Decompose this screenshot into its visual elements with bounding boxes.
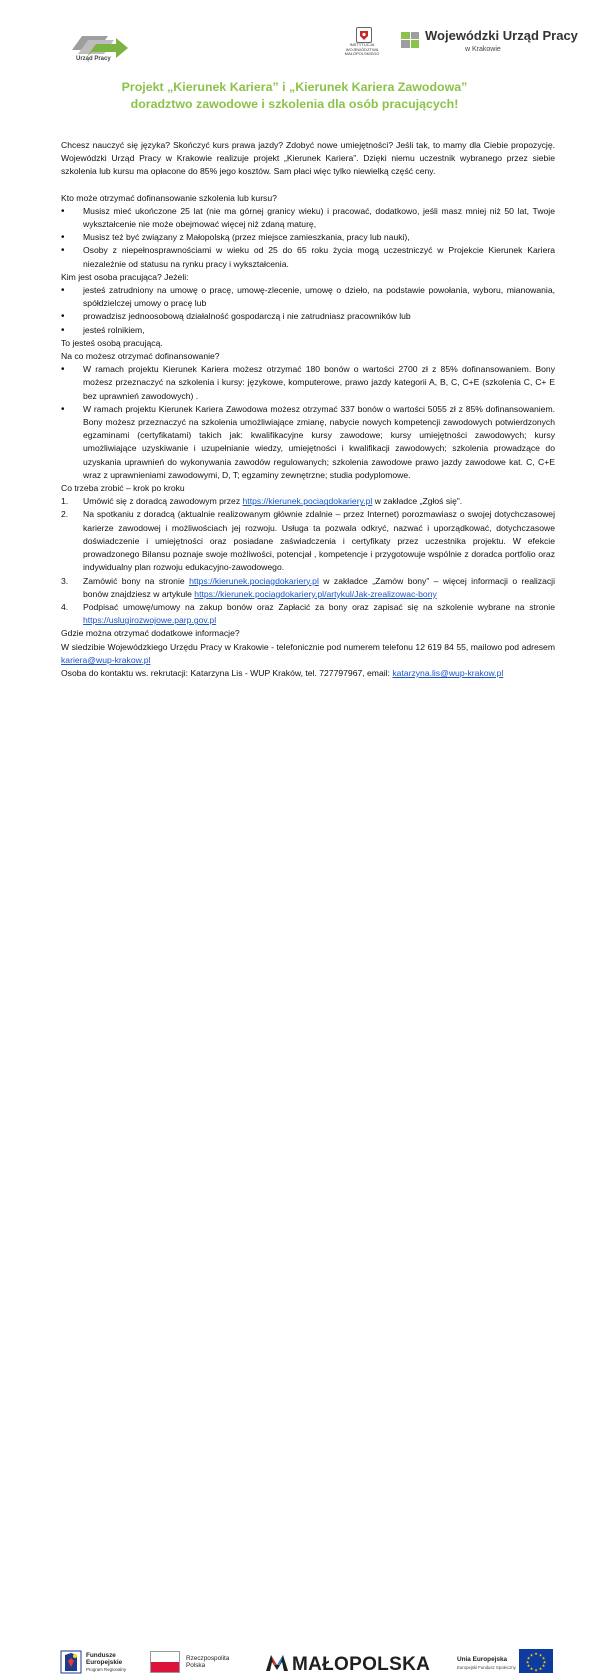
bullet-icon: • (61, 324, 65, 336)
step-number: 4. (61, 601, 69, 612)
svg-text:★: ★ (541, 1663, 546, 1668)
list-item: • W ramach projektu Kierunek Kariera Zawodowa możesz otrzymać 337 bonów o wartości 5055 zł z 85% dofinansowaniem. Bony możesz przeznaczyć na szkolenia umożliwiające zmianę, nabycie nowych kompetencji zawodowych potwierdzonych egzaminami (certyfikatami) takich jak: kwalifikacyjne kursy zawodowe; kursy umiejętności zawodowych; kursy umożliwiające uzyskiwanie i uzupełnianie wiedzy, umiejętności i kwalifikacji zawodowych; szkolenia prowadzące do uzyskania uprawnień do wykonywania zawodów regulowanych; szkolenia zawodowe prawo jazdy zawodowe kat. C, C+E wraz z uprawnieniami zawodowymi, D, T; egzaminy zewnętrzne; studia podyplomowe. (61, 403, 555, 480)
bullet-icon: • (61, 403, 65, 415)
svg-text:★: ★ (541, 1655, 546, 1661)
bullet-icon: • (61, 311, 65, 323)
article-link[interactable]: https://kierunek.pociagdokariery.pl/artykul/Jak-zrealizowac-bony (194, 588, 437, 599)
svg-text:★: ★ (538, 1666, 543, 1671)
list-item: • jesteś zatrudniony na umowę o pracę, umowę-zlecenie, umowę o dzieło, na podstawie powołania, wyboru, mianowania, spółdzielczej umowy o pracę lub (61, 285, 555, 309)
bullet-icon: • (61, 285, 65, 297)
who-heading: Kto może otrzymać dofinansowanie szkolenia lub kursu? (61, 192, 277, 203)
step-number: 1. (61, 496, 69, 507)
wup-name: Wojewódzki Urząd Pracy (425, 28, 578, 43)
worker-closing: To jesteś osobą pracującą. (61, 337, 163, 348)
title-line-1: Projekt „Kierunek Kariera” i „Kierunek Kariera Zawodowa” (121, 80, 468, 94)
worker-heading: Kim jest osoba pracująca? Jeżeli: (61, 271, 189, 282)
funding-heading: Na co możesz otrzymać dofinansowanie? (61, 351, 220, 362)
svg-text:★: ★ (538, 1652, 543, 1658)
svg-text:★: ★ (529, 1652, 534, 1658)
who-list (61, 205, 555, 271)
svg-text:★: ★ (526, 1663, 531, 1668)
page-title (40, 79, 549, 113)
main-content (61, 139, 555, 680)
svg-text:★: ★ (529, 1666, 534, 1671)
bullet-icon: • (61, 245, 65, 257)
step-item: 1. Umówić się z doradcą zawodowym przez https://kierunek.pociagdokariery.pl w zakładce „Zgłoś się”. (61, 495, 555, 508)
urzad-pracy-caption: Urząd Pracy (76, 56, 111, 62)
contact-paragraph: Osoba do kontaktu ws. rekrutacji: Katarzyna Lis - WUP Kraków, tel. 727797967, email: katarzyna.lis@wup-krakow.pl (61, 667, 504, 678)
svg-text:★: ★ (526, 1655, 531, 1661)
malopolska-logo-icon (265, 1652, 289, 1672)
eu-flag-icon (519, 1649, 553, 1673)
footer (0, 820, 589, 1675)
list-item: • prowadzisz jednoosobową działalność gospodarczą i nie zatrudniasz pracowników lub (61, 311, 411, 323)
info-heading: Gdzie można otrzymać dodatkowe informacje? (61, 628, 240, 639)
funding-list (61, 363, 555, 482)
poland-flag-icon (150, 1651, 180, 1673)
header (0, 0, 589, 70)
eu-sub: Europejski Fundusz Społeczny (457, 1665, 516, 1670)
step-item: 3. Zamówić bony na stronie https://kierunek.pociagdokariery.pl w zakładce „Zamów bony” – więcej informacji o realizacji bonów znajdziesz w artykule https://kierunek.pociagdokariery.pl/artykul/Jak-zrealizowac-bony (61, 575, 555, 599)
institution-text: INSTYTUCJA WOJEWÓDZTWA MAŁOPOLSKIEGO (344, 42, 380, 57)
list-item: • Musisz mieć ukończone 25 lat (nie ma górnej granicy wieku) i pracować, dodatkowo, jeśli masz mniej niż 50 lat, Twoje wykształcenie nie może obejmować więcej niż zdaną maturę, (61, 205, 555, 230)
eu-text: Unia Europejska (457, 1656, 508, 1663)
svg-text:★: ★ (534, 1667, 538, 1673)
step-number: 2. (61, 509, 69, 520)
list-item: • W ramach projektu Kierunek Kariera możesz otrzymać 180 bonów o wartości 2700 zł z 85% dofinansowaniem. Bony możesz przeznaczyć na szkolenia i kursy: językowe, komputerowe, prawo jazdy kategorii A, B, C, C+E (szkolenia C, C+ E bez uprawnień zawodowych) . (61, 364, 555, 401)
list-item: • Osoby z niepełnosprawnościami w wieku od 25 do 65 roku życia mogą uczestniczyć w Projekcie Kierunek Kariera niezależnie od statusu na rynku pracy i wykształcenia. (61, 245, 555, 269)
svg-text:★: ★ (525, 1659, 530, 1665)
fundusze-text: Fundusze Europejskie (86, 1652, 123, 1667)
wup-logo (399, 28, 421, 50)
steps-list (61, 495, 555, 627)
parp-link[interactable]: https://uslugirozwojowe.parp.gov.pl (83, 615, 217, 626)
info-paragraph: W siedzibie Wojewódzkiego Urzędu Pracy w Krakowie - telefonicznie pod numerem telefonu 12 619 84 55, mailowo pod adresem kariera@wup-krakow.pl (61, 641, 555, 665)
fundusze-sub: Program Regionalny (86, 1667, 127, 1672)
title-line-2: doradztwo zawodowe i szkolenia dla osób pracujących! (130, 97, 459, 111)
bullet-icon: • (61, 205, 65, 217)
rzeczpospolita-text: Rzeczpospolita Polska (186, 1655, 230, 1670)
contact-email-link[interactable]: katarzyna.lis@wup-krakow.pl (392, 667, 504, 678)
svg-text:★: ★ (542, 1659, 547, 1665)
worker-list (61, 284, 555, 337)
bullet-icon: • (61, 232, 65, 244)
list-item: • jesteś rolnikiem, (61, 324, 145, 336)
malopolska-emblem (356, 27, 372, 43)
fundusze-europejskie-logo (60, 1649, 82, 1675)
svg-text:★: ★ (534, 1651, 538, 1656)
kierunek-link[interactable]: https://kierunek.pociagdokariery.pl (242, 496, 373, 507)
malopolska-text: MAŁOPOLSKA (292, 1654, 431, 1675)
bullet-icon: • (61, 364, 65, 376)
step-number: 3. (61, 575, 69, 586)
kierunek-link[interactable]: https://kierunek.pociagdokariery.pl (189, 575, 319, 586)
list-item: • Musisz też być związany z Małopolską (przez miejsce zamieszkania, pracy lub nauki), (61, 232, 410, 244)
steps-heading: Co trzeba zrobić – krok po kroku (61, 483, 185, 494)
wup-subtitle: w Krakowie (465, 46, 501, 53)
email-link[interactable]: kariera@wup-krakow.pl (61, 654, 151, 665)
intro-paragraph: Chcesz nauczyć się języka? Skończyć kurs prawa jazdy? Zdobyć nowe umiejętności? Jeśli tak, to mamy dla Ciebie propozycję. Wojewódzki Urząd Pracy w Krakowie realizuje projekt „Kierunek Kariera”. Dzięki niemu uczestnik wybranego przez siebie szkolenia lub kursu ma opłacone do 85% jego kosztów. Sam płaci więc tylko niewielką część ceny. (61, 140, 555, 177)
step-item: 4. Podpisać umowę/umowy na zakup bonów oraz Zapłacić za bony oraz zapisać się na szkolenie wybrane na stronie https://uslugirozwojowe.parp.gov.pl (61, 601, 555, 626)
step-item: 2. Na spotkaniu z doradcą (aktualnie realizowanym głównie zdalnie – przez Internet) porozmawiasz o swojej dotychczasowej karierze zawodowej i możliwościach jej rozwoju. Usługa ta pozwala odkryć, nazwać i uporządkować, dotychczasowe doświadczenie i umiejętności oraz posiadane zaświadczenia i certyfikaty przez uczestnika projektu. W efekcie prowadzonego Bilansu poznaje swoje możliwości, potencjał , kompetencje i przygotowuje wspólnie z doradca portfolio oraz indywidualny plan rozwoju edukacyjno-zawodowego. (61, 509, 555, 573)
